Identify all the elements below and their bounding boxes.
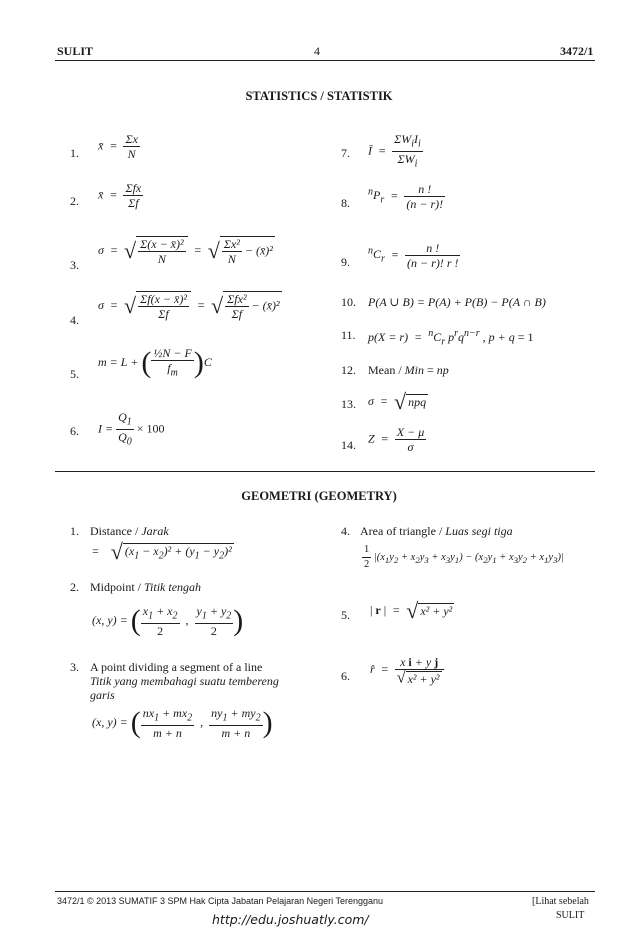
formula-std-dev-grouped: σ = √ $\frac{\text{Σf(x − x̄)²}}{\Sigma f}$ = √ Σfx² Σf − (x̄)² [98, 292, 280, 321]
formula-magnitude: | r | = √ x² + y² [370, 598, 453, 623]
formula-triangle-area: $\frac{1}{2}$ $|(x_1y_2 + x_2y_3 + x_3y_1) - (x_2y_1 + x_3y_2 + x_1y_3)|$ [364, 544, 564, 570]
formula-index-number: Ī = $\Sigma W_iI_i$ $\Sigma W_i$ [368, 132, 421, 170]
geo-label-1: Distance / Jarak [90, 524, 169, 538]
geo-label-3-malay: Titik yang membahagi suatu tembereng [90, 674, 279, 688]
header-rule [55, 60, 595, 61]
formula-index: I = $\frac{Q_1}{Q_0}$ × 100 [98, 410, 165, 448]
stat-num-13: 13. [341, 397, 356, 411]
formula-combination: $^nC_r$ = $\frac{n !}{(n - r)! r !}$ [368, 241, 459, 270]
geo-num-5: 5. [341, 608, 350, 622]
stat-num-2: 2. [70, 194, 79, 208]
header-right: 3472/1 [560, 44, 594, 58]
header-left: SULIT [57, 44, 94, 58]
geo-label-3: A point dividing a segment of a line [90, 660, 263, 674]
stat-num-4: 4. [70, 313, 79, 327]
section-divider [55, 471, 595, 472]
formula-mean-grouped: x̄ = Σfx Σf [98, 181, 142, 210]
formula-division: (x, y) = ( $\frac{nx_1 + mx_2}{m + n}$ , $\frac{ny_1 + my_2}{m + n}$ ) [92, 706, 273, 741]
formula-z-score: Z = $\frac{X - \mu}{\sigma}$ [368, 425, 425, 454]
formula-std-dev: σ = √ $\frac{\text{Σ(x − x̄)²}}{N}$ = √ $\frac{\text{Σx²}}{N}$ − (x̄)² [98, 237, 273, 266]
geo-num-1: 1. [70, 524, 79, 538]
formula-permutation: $^nP_r$ = $\frac{n !}{(n - r)!}$ [368, 182, 444, 211]
geo-label-3-malay-2: garis [90, 688, 115, 702]
footer-url[interactable]: http://edu.joshuatly.com/ [212, 912, 369, 927]
formula-mean-binomial: Mean / Min = np [368, 363, 449, 377]
footer-rule [55, 891, 595, 892]
geo-label-4: Area of triangle / Luas segi tiga [360, 524, 513, 538]
statistics-title: STATISTICS / STATISTIK [245, 89, 393, 103]
formula-mean: x̄ = $\frac{\Sigma x}{N}$ [98, 132, 138, 161]
geo-label-2: Midpoint / Titik tengah [90, 580, 202, 594]
geometry-title: GEOMETRI (GEOMETRY) [241, 489, 397, 503]
geo-num-2: 2. [70, 580, 79, 594]
geo-num-4: 4. [341, 524, 350, 538]
page-number: 4 [314, 44, 320, 58]
footer-sulit: SULIT [556, 910, 585, 921]
stat-num-9: 9. [341, 255, 350, 269]
stat-num-10: 10. [341, 295, 356, 309]
stat-num-6: 6. [70, 424, 79, 438]
stat-num-1: 1. [70, 146, 79, 160]
footer-copyright: 3472/1 © 2013 SUMATIF 3 SPM Hak Cipta Jabatan Pelajaran Negeri Terengganu [57, 896, 383, 906]
geo-num-6: 6. [341, 669, 350, 683]
geo-num-3: 3. [70, 660, 79, 674]
formula-unit-vector: r̂ = $\frac{\text{x i + y j}}{\text{√ x² + y²}}$ [370, 655, 444, 686]
stat-num-12: 12. [341, 363, 356, 377]
stat-num-14: 14. [341, 438, 356, 452]
stat-num-8: 8. [341, 196, 350, 210]
stat-num-3: 3. [70, 258, 79, 272]
formula-midpoint: (x, y) = ( $\frac{x_1 + x_2}{2}$ , $\frac{y_1 + y_2}{2}$ ) [92, 604, 244, 639]
footer-next-page: [Lihat sebelah [532, 896, 589, 907]
stat-num-7: 7. [341, 146, 350, 160]
formula-binomial: $p(X = r) = ^nC_r$ $p^rq^{n-r}$ , p + q = 1 [368, 328, 534, 348]
formula-distance: = √ $(x_1 - x_2)^2 + (y_1 - y_2)^2$ [92, 539, 232, 564]
formula-probability-union: P(A ∪ B) = P(A) + P(B) − P(A ∩ B) [368, 295, 546, 309]
formula-median: m = L + ( $\frac{\text{½N − F}}{f_m}$ )C [98, 346, 212, 380]
stat-num-5: 5. [70, 367, 79, 381]
formula-sd-binomial: σ = √ npq [368, 389, 427, 414]
stat-num-11: 11. [341, 328, 356, 342]
